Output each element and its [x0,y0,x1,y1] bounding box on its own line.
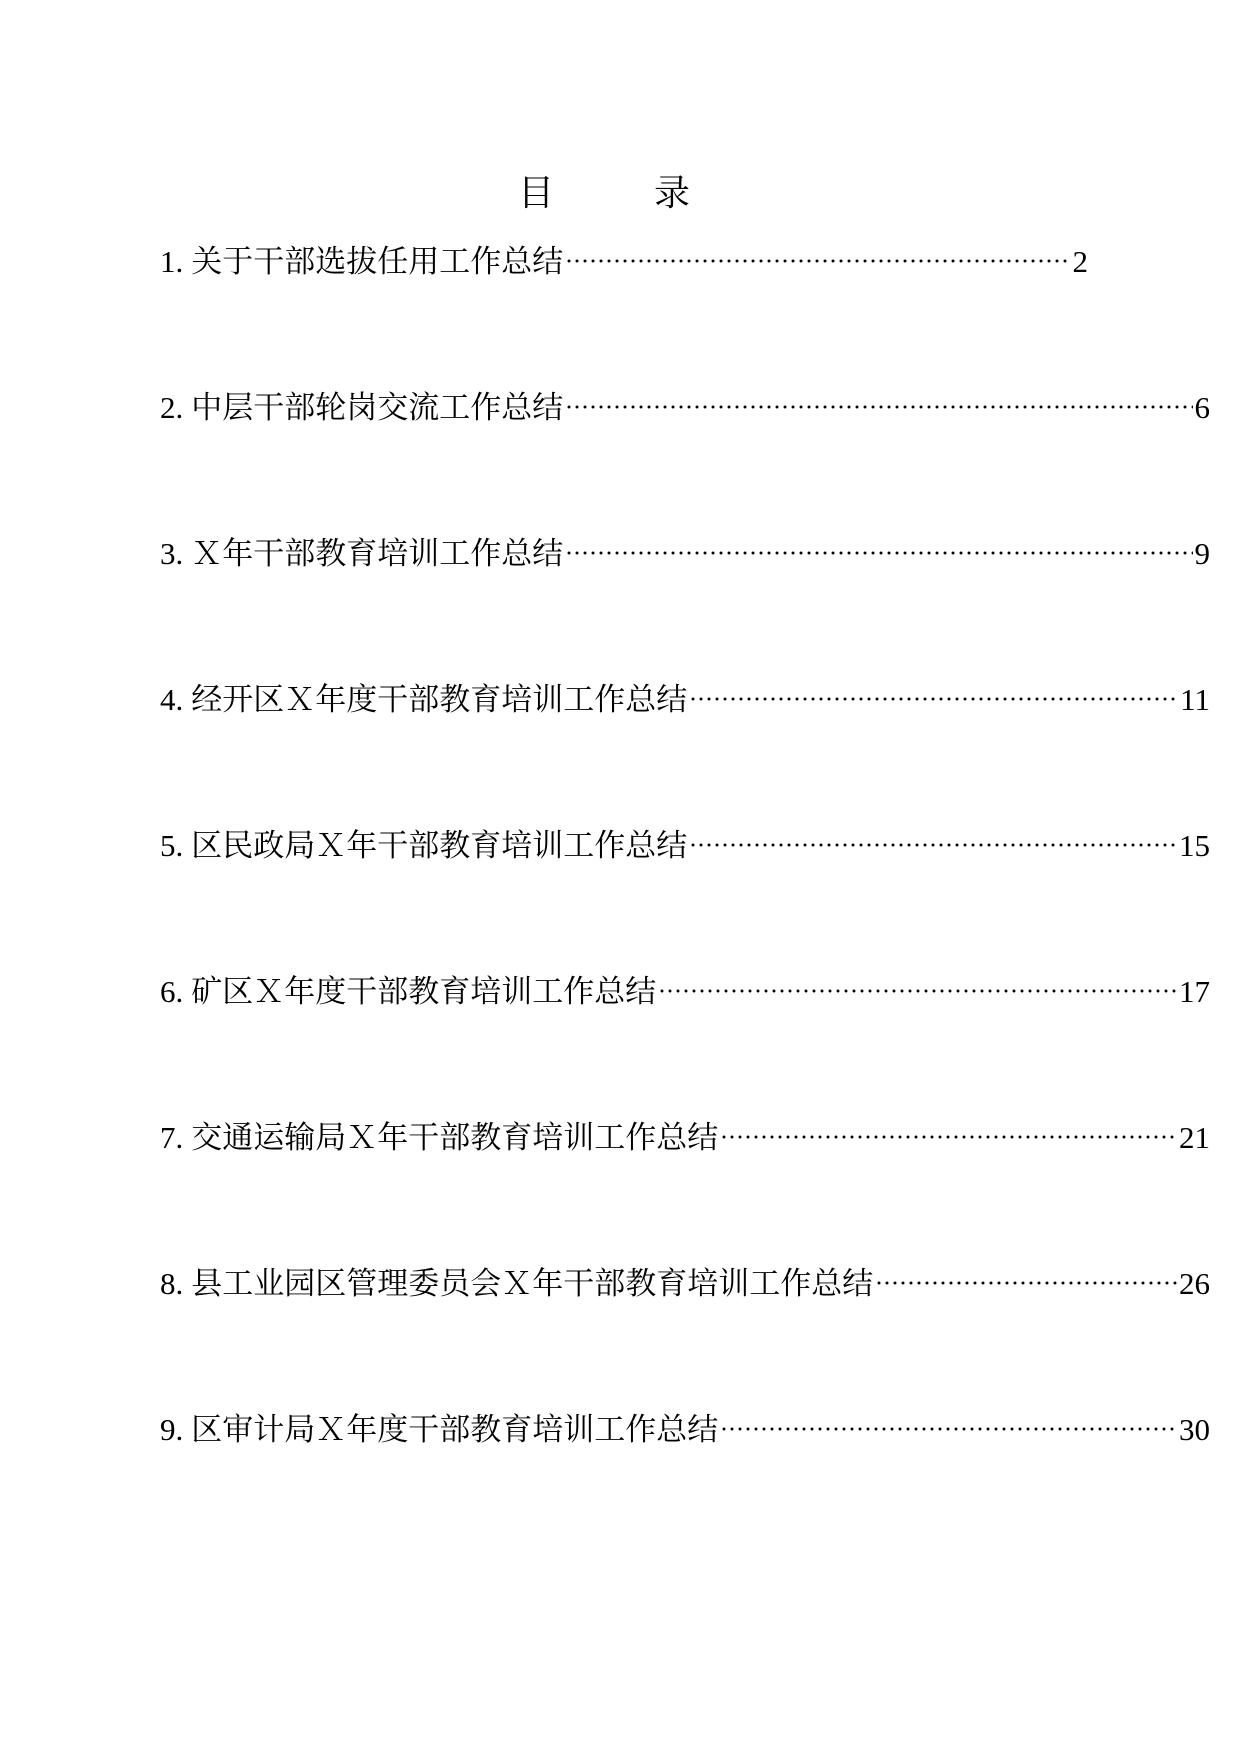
toc-entry-title: 交通运输局Ｘ年干部教育培训工作总结 [191,1120,719,1156]
toc-dot-leader [875,1280,1177,1286]
toc-entry-number: 7. [160,1120,184,1155]
toc-entry-number: 1. [160,244,184,279]
toc-entry-number: 3. [160,536,184,571]
toc-entry-page: 9 [1194,536,1210,571]
toc-entry[interactable] [160,1254,1210,1400]
toc-entry[interactable] [160,232,1088,378]
toc-entry-title: Ｘ年干部教育培训工作总结 [191,536,564,572]
toc-entry-page: 26 [1179,1266,1210,1301]
toc-entry[interactable] [160,1400,1210,1546]
toc-entry-title: 中层干部轮岗交流工作总结 [191,390,564,426]
toc-dot-leader [689,842,1177,848]
toc-entry[interactable] [160,524,1210,670]
toc-entry-number: 4. [160,682,184,717]
toc-entry[interactable] [160,378,1210,524]
toc-entry-number: 9. [160,1412,184,1447]
toc-entry-number: 2. [160,390,184,425]
toc-dot-leader [720,1134,1177,1140]
toc-dot-leader [720,1426,1177,1432]
toc-entry-title: 矿区Ｘ年度干部教育培训工作总结 [191,974,657,1010]
toc-entry-number: 6. [160,974,184,1009]
toc-entry-title: 县工业园区管理委员会Ｘ年干部教育培训工作总结 [191,1266,874,1302]
toc-entry-title: 区民政局Ｘ年干部教育培训工作总结 [191,828,688,864]
toc-entry-page: 15 [1179,828,1210,863]
toc-entry-page: 21 [1179,1120,1210,1155]
toc-entry[interactable] [160,816,1210,962]
toc-dot-leader [565,258,1070,264]
toc-entry[interactable] [160,1108,1210,1254]
toc-entry[interactable] [160,962,1210,1108]
toc-entry-title: 区审计局Ｘ年度干部教育培训工作总结 [191,1412,719,1448]
toc-entry-title: 关于干部选拔任用工作总结 [191,244,564,280]
toc-entry-page: 11 [1180,682,1210,717]
toc-dot-leader [658,988,1177,994]
toc-entry[interactable] [160,670,1210,816]
toc-entry-title: 经开区Ｘ年度干部教育培训工作总结 [191,682,688,718]
toc-dot-leader [689,696,1178,702]
toc-entry-number: 5. [160,828,184,863]
toc-entry-page: 30 [1179,1412,1210,1447]
toc-title: 目 录 [517,173,722,214]
toc-entry-page: 17 [1179,974,1210,1009]
toc-entry-page: 6 [1194,390,1210,425]
toc-list [160,232,1210,1546]
toc-dot-leader [565,550,1192,556]
toc-dot-leader [565,404,1192,410]
toc-entry-page: 2 [1072,244,1088,279]
toc-entry-number: 8. [160,1266,184,1301]
